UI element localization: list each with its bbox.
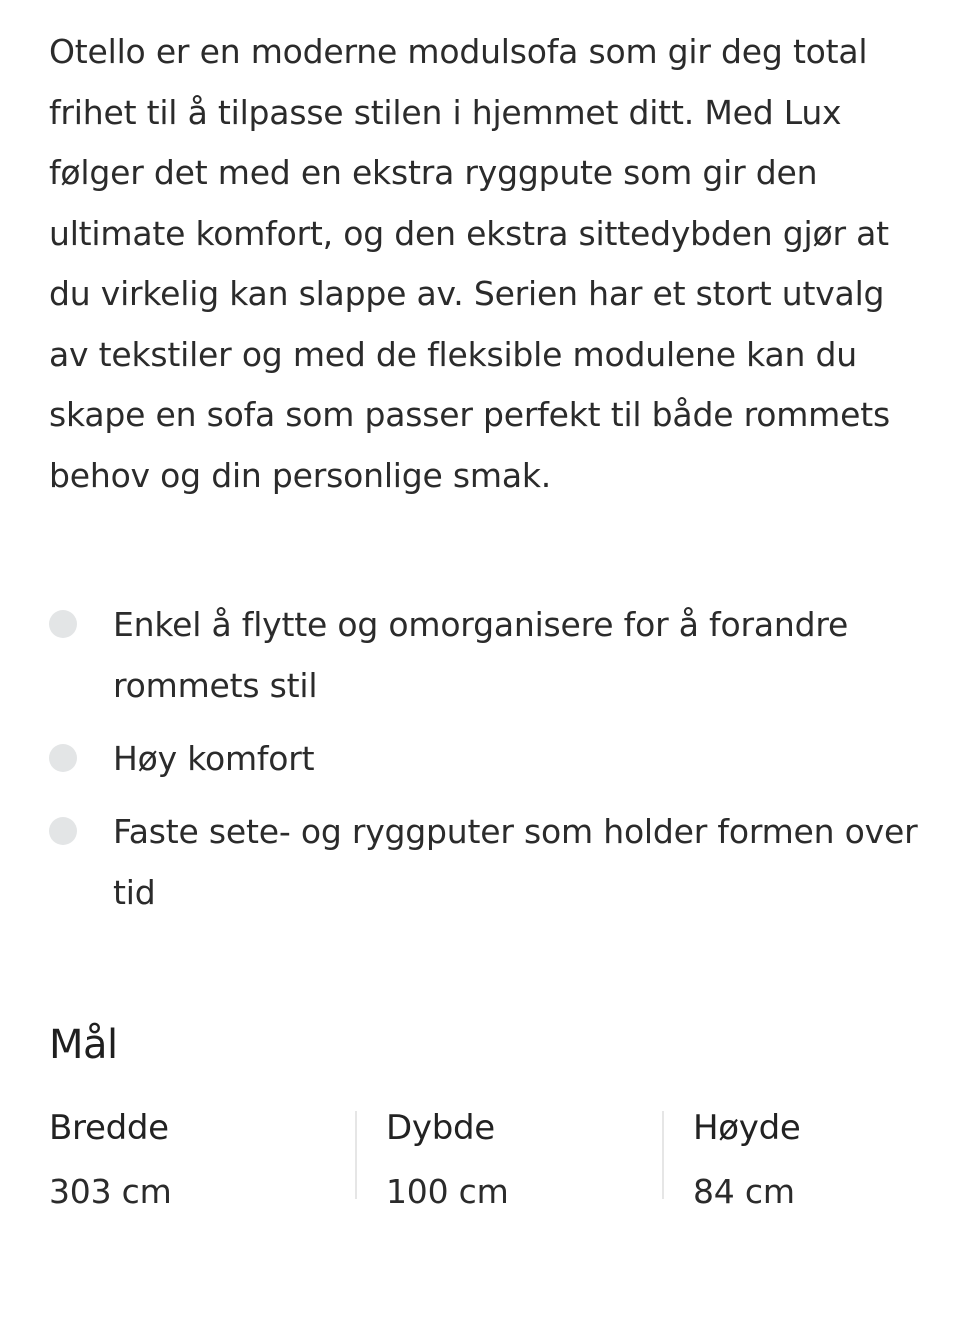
feature-text: Faste sete- og ryggputer som holder formen over tid <box>113 812 918 912</box>
bullet-dot-icon <box>49 817 77 845</box>
feature-text: Høy komfort <box>113 739 315 778</box>
dimension-width <box>49 1103 356 1217</box>
dimension-label: Bredde <box>49 1108 169 1148</box>
product-info <box>49 22 919 1217</box>
feature-list <box>49 594 919 923</box>
feature-item <box>49 801 919 923</box>
dimensions-table <box>49 1103 919 1217</box>
feature-item <box>49 728 919 789</box>
dimension-label: Dybde <box>386 1108 495 1148</box>
dimension-label: Høyde <box>693 1108 801 1148</box>
feature-text: Enkel å flytte og omorganisere for å forandre rommets stil <box>113 605 849 705</box>
dimension-value: 84 cm <box>693 1172 795 1211</box>
dimension-height <box>663 1103 960 1217</box>
feature-item <box>49 594 919 716</box>
dimension-value: 100 cm <box>386 1172 509 1211</box>
bullet-dot-icon <box>49 610 77 638</box>
dimension-value: 303 cm <box>49 1172 172 1211</box>
product-description: Otello er en moderne modulsofa som gir deg total frihet til å tilpasse stilen i hjemmet ditt. Med Lux følger det med en ekstra ryggpute som gir den ultimate komfort, og den ekstra sittedybden gjør at du virkelig kan slappe av. Serien har et stort utvalg av tekstiler og med de fleksible modulene kan du skape en sofa som passer perfekt til både rommets behov og din personlige smak. <box>49 32 890 495</box>
dimension-depth <box>356 1103 663 1217</box>
dimensions-heading: Mål <box>49 1022 118 1068</box>
bullet-dot-icon <box>49 744 77 772</box>
